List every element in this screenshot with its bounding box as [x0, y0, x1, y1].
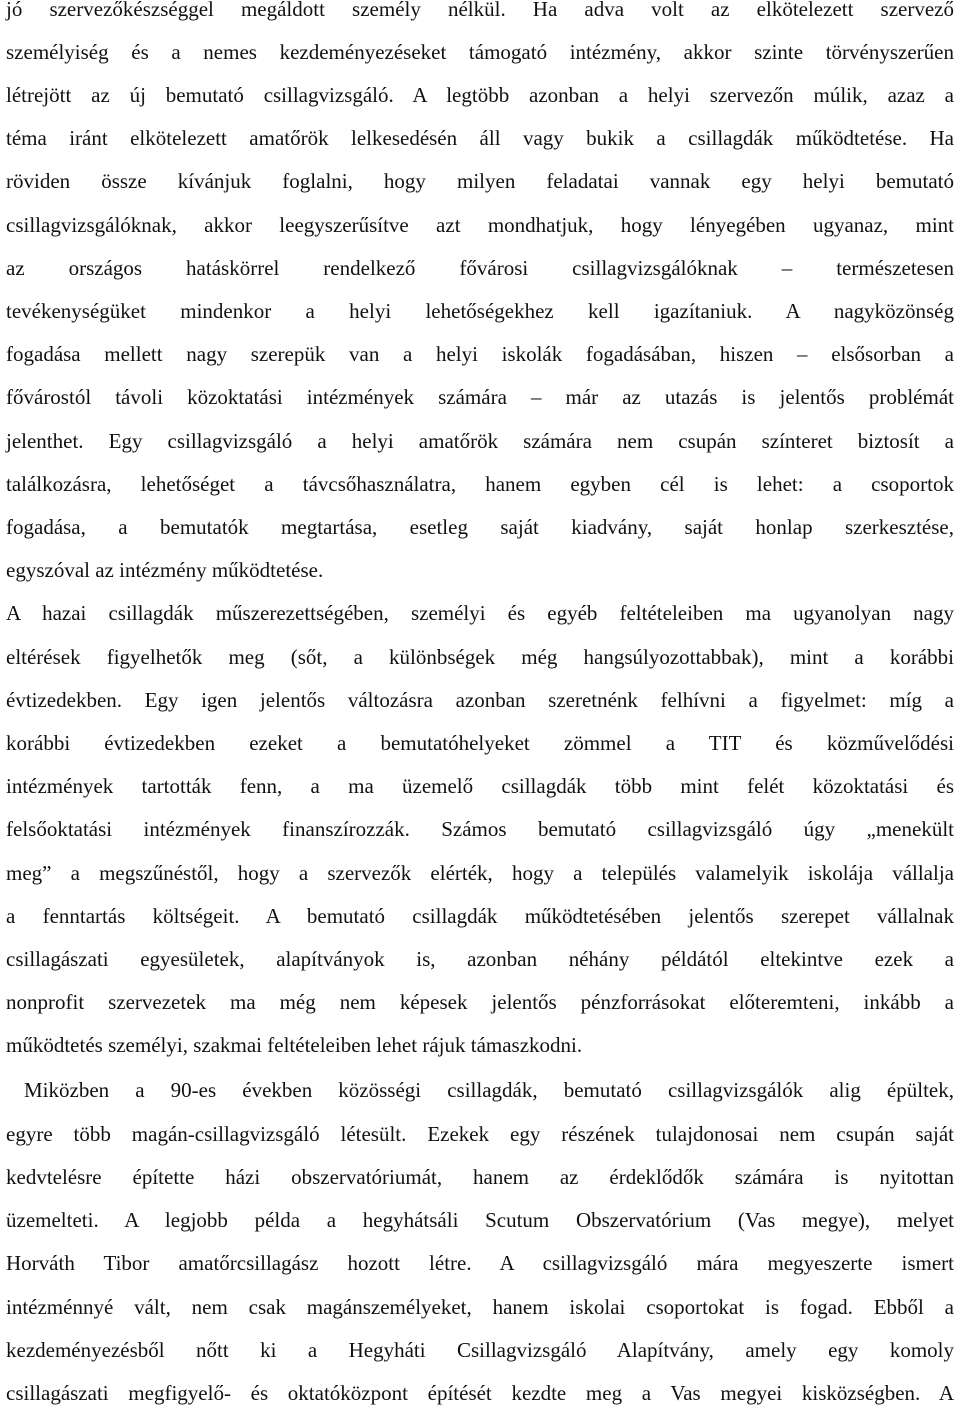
text-line: egyre több magán-csillagvizsgáló létesült. Ezekek egy részének tulajdonosai nem csupán saját [6, 1122, 954, 1146]
text-line: kedvtelésre építette házi obszervatóriumát, hanem az érdeklődők számára is nyitottan [6, 1165, 954, 1189]
text-line: intézménnyé vált, nem csak magánszemélyeket, hanem iskolai csoportokat is fogad. Ebből a [6, 1295, 954, 1319]
text-line: csillagászati megfigyelő- és oktatóközpont építését kezdte meg a Vas megyei kisközségben. A [6, 1381, 954, 1405]
text-line: fővárostól távoli közoktatási intézmények számára – már az utazás is jelentős problémát [6, 385, 954, 409]
text-line: csillagászati egyesületek, alapítványok is, azonban néhány példától eltekintve ezek a [6, 947, 954, 971]
text-line: találkozásra, lehetőséget a távcsőhasználatra, hanem egyben cél is lehet: a csoportok [6, 472, 954, 496]
text-line: felsőoktatási intézmények finanszírozzák. Számos bemutató csillagvizsgáló úgy „menekült [6, 817, 954, 841]
text-line: meg” a megszűnéstől, hogy a szervezők elérték, hogy a település valamelyik iskolája vállalja [6, 861, 954, 885]
text-line: csillagvizsgálóknak, akkor leegyszerűsítve azt mondhatjuk, hogy lényegében ugyanaz, mint [6, 213, 954, 237]
text-line: üzemelteti. A legjobb példa a hegyhátsáli Scutum Obszervatórium (Vas megye), melyet [6, 1208, 954, 1232]
text-line: egyszóval az intézmény működtetése. [6, 558, 324, 582]
text-line: téma iránt elkötelezett amatőrök lelkesedésén áll vagy bukik a csillagdák működtetése. Ha [6, 126, 954, 150]
text-line: fogadása, a bemutatók megtartása, esetleg saját kiadvány, saját honlap szerkesztése, [6, 515, 954, 539]
text-line: eltérések figyelhetők meg (sőt, a különbségek még hangsúlyozottabbak), mint a korábbi [6, 645, 954, 669]
text-line: A hazai csillagdák műszerezettségében, személyi és egyéb feltételeiben ma ugyanolyan nagy [6, 601, 954, 625]
text-line: évtizedekben. Egy igen jelentős változásra azonban szeretnénk felhívni a figyelmet: míg a [6, 688, 954, 712]
text-line: intézmények tartották fenn, a ma üzemelő csillagdák több mint felét közoktatási és [6, 774, 954, 798]
text-line: az országos hatáskörrel rendelkező fővárosi csillagvizsgálóknak – természetesen [6, 256, 954, 280]
text-line: jó szervezőkészséggel megáldott személy nélkül. Ha adva volt az elkötelezett szervező [6, 0, 954, 21]
text-line: a fenntartás költségeit. A bemutató csillagdák működtetésében jelentős szerepet vállalnak [6, 904, 954, 928]
text-line: jelenthet. Egy csillagvizsgáló a helyi amatőrök számára nem csupán színteret biztosít a [6, 429, 954, 453]
text-line: Horváth Tibor amatőrcsillagász hozott létre. A csillagvizsgáló mára megyeszerte ismert [6, 1251, 954, 1275]
text-line: létrejött az új bemutató csillagvizsgáló. A legtöbb azonban a helyi szervezőn múlik, azaz a [6, 83, 954, 107]
text-line: korábbi évtizedekben ezeket a bemutatóhelyeket zömmel a TIT és közművelődési [6, 731, 954, 755]
text-line: Miközben a 90-es években közösségi csillagdák, bemutató csillagvizsgálók alig épültek, [24, 1078, 954, 1102]
text-line: fogadása mellett nagy szerepük van a helyi iskolák fogadásában, hiszen – elsősorban a [6, 342, 954, 366]
text-line: röviden össze kívánjuk foglalni, hogy milyen feladatai vannak egy helyi bemutató [6, 169, 954, 193]
text-line: személyiség és a nemes kezdeményezéseket támogató intézmény, akkor szinte törvényszerűen [6, 40, 954, 64]
text-line: működtetés személyi, szakmai feltételeiben lehet rájuk támaszkodni. [6, 1033, 583, 1057]
text-line: tevékenységüket mindenkor a helyi lehetőségekhez kell igazítaniuk. A nagyközönség [6, 299, 954, 323]
text-line: nonprofit szervezetek ma még nem képesek jelentős pénzforrásokat előteremteni, inkább a [6, 990, 954, 1014]
text-line: kezdeményezésből nőtt ki a Hegyháti Csillagvizsgáló Alapítvány, amely egy komoly [6, 1338, 954, 1362]
